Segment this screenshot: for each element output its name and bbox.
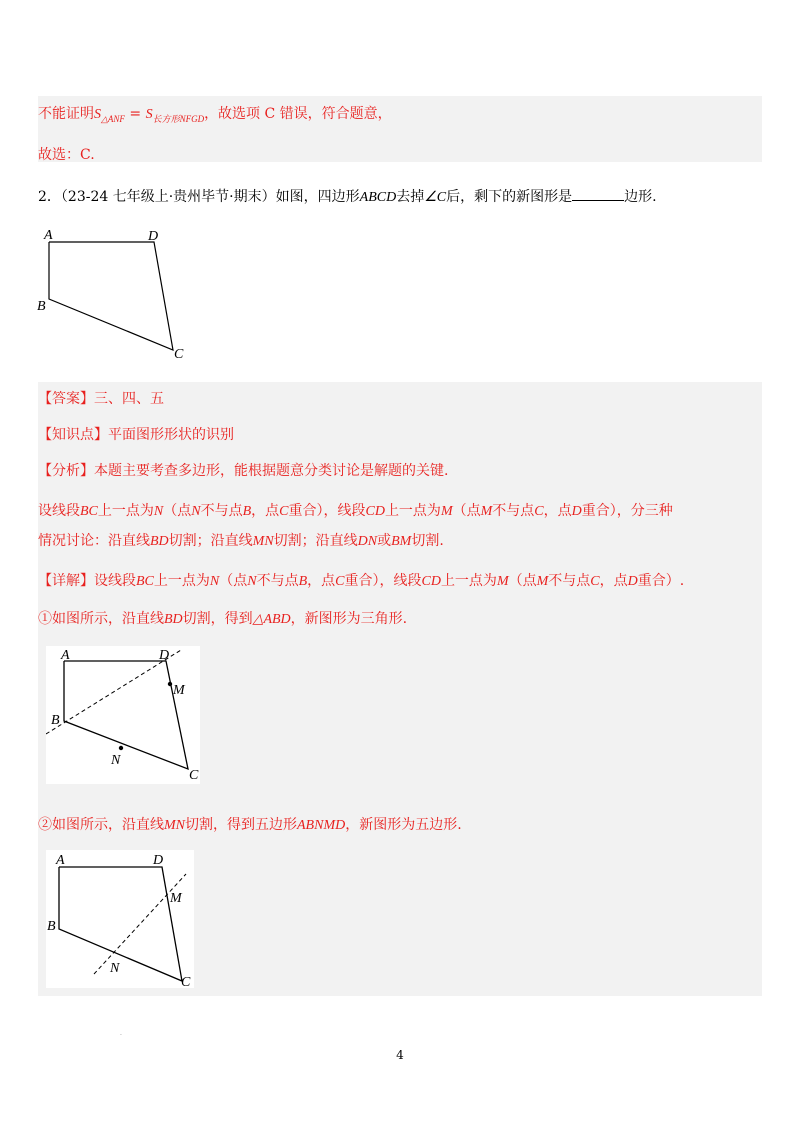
t: 切割，得到五边形 <box>185 817 297 833</box>
t: 重合），线段 <box>344 573 422 589</box>
t: （点 <box>163 503 192 519</box>
tag: 【分析】 <box>38 463 94 479</box>
case2-line <box>38 814 462 834</box>
t: 切割；沿直线 <box>168 533 253 549</box>
text: 后，剩下的新图形是 <box>446 189 573 205</box>
label-A: A <box>61 648 70 663</box>
m: N <box>153 504 164 519</box>
m: CD <box>365 504 385 519</box>
t: （点 <box>219 573 248 589</box>
t: ，点 <box>251 503 280 519</box>
m: DN <box>357 534 378 549</box>
text: 边形. <box>624 189 657 205</box>
math-sub: 长方形NFGD <box>152 113 205 124</box>
m: BC <box>80 504 98 519</box>
label-C: C <box>189 768 199 783</box>
label-D: D <box>148 229 159 244</box>
m: C <box>590 574 600 589</box>
t: （点 <box>508 573 537 589</box>
m: △ABD <box>252 612 291 627</box>
m: B <box>298 574 308 589</box>
t: 上一点为 <box>440 573 497 589</box>
t: 切割；沿直线 <box>273 533 358 549</box>
analysis-line1 <box>38 460 448 480</box>
question-number: 2． <box>38 189 61 205</box>
math: ABCD <box>359 190 397 205</box>
math: ∠C <box>424 190 447 205</box>
t: 重合）. <box>637 573 685 589</box>
label-N: N <box>110 961 120 976</box>
detail-line <box>38 570 684 590</box>
text: 去掉 <box>396 189 425 205</box>
t: 重合），线段 <box>288 503 366 519</box>
m: BD <box>164 612 183 627</box>
label-M: M <box>173 683 185 698</box>
t: 不与点 <box>492 503 535 519</box>
tag: 【知识点】 <box>38 427 108 443</box>
knowledge-line <box>38 424 234 444</box>
m: MN <box>252 534 274 549</box>
text: 不能证明 <box>38 106 94 122</box>
m: N <box>209 574 220 589</box>
math-S: S <box>94 107 101 122</box>
t: ①如图所示，沿直线 <box>38 611 164 627</box>
m: BC <box>136 574 154 589</box>
answer-line <box>38 388 164 408</box>
text: ，故选项 C 错误，符合题意， <box>204 106 392 122</box>
t: 切割，得到 <box>182 611 253 627</box>
analysis-line2 <box>38 500 673 520</box>
m: M <box>440 504 453 519</box>
prev-solution-line1 <box>38 103 392 125</box>
t: 上一点为 <box>97 503 154 519</box>
label-M: M <box>170 891 182 906</box>
m: D <box>627 574 638 589</box>
question-text <box>38 186 657 206</box>
tag: 【答案】 <box>38 391 94 407</box>
analysis-line3 <box>38 530 444 550</box>
m: M <box>536 574 549 589</box>
label-B: B <box>37 299 46 314</box>
m: ABNMD <box>297 818 346 833</box>
t: ，新图形为五边形. <box>345 817 462 833</box>
m: B <box>242 504 252 519</box>
t: 上一点为 <box>384 503 441 519</box>
m: N <box>247 574 257 589</box>
t: 不与点 <box>256 573 299 589</box>
label-D: D <box>159 648 170 663</box>
label-C: C <box>181 975 191 988</box>
t: 切割. <box>411 533 444 549</box>
t: ，点 <box>543 503 572 519</box>
label-C: C <box>174 347 184 362</box>
t: ，点 <box>307 573 336 589</box>
m: BD <box>150 534 169 549</box>
text: 三、四、五 <box>94 391 164 407</box>
question-figure <box>30 220 200 370</box>
m: M <box>496 574 509 589</box>
math-sub: △ANF <box>101 113 125 124</box>
label-B: B <box>51 713 60 728</box>
m: C <box>534 504 544 519</box>
label-A: A <box>44 228 53 243</box>
m: C <box>279 504 289 519</box>
t: 设线段 <box>94 573 136 589</box>
t: 重合），分三种 <box>581 503 673 519</box>
text: （23-24 七年级上·贵州毕节·期末）如图，四边形 <box>60 189 360 205</box>
t: 不与点 <box>548 573 591 589</box>
text: = <box>124 106 146 122</box>
label-B: B <box>47 919 56 934</box>
label-N: N <box>111 753 121 768</box>
math-S: S <box>145 107 153 122</box>
text: 平面图形形状的识别 <box>108 427 234 443</box>
m: D <box>571 504 582 519</box>
t: ，新图形为三角形. <box>290 611 408 627</box>
t: 设线段 <box>38 503 80 519</box>
m: C <box>335 574 345 589</box>
t: 上一点为 <box>153 573 210 589</box>
t: ，点 <box>599 573 628 589</box>
m: M <box>480 504 493 519</box>
m: MN <box>164 818 185 833</box>
label-A: A <box>56 853 65 868</box>
m: BM <box>391 534 412 549</box>
tag: 【详解】 <box>38 573 94 589</box>
case2-figure <box>46 850 194 988</box>
case1-line <box>38 608 407 628</box>
prev-solution-line2: 故选：C. <box>38 147 95 163</box>
t: （点 <box>452 503 481 519</box>
t: 不与点 <box>200 503 243 519</box>
t: ②如图所示，沿直线 <box>38 817 164 833</box>
answer-blank <box>572 190 624 201</box>
case1-figure <box>46 646 200 784</box>
m: CD <box>421 574 441 589</box>
t: 或 <box>377 533 392 549</box>
m: N <box>191 504 201 519</box>
page-number: 4 <box>396 1048 404 1062</box>
text: 本题主要考查多边形，能根据题意分类讨论是解题的关键. <box>94 463 449 479</box>
stray-mark: . <box>120 1030 122 1037</box>
t: 情况讨论：沿直线 <box>38 533 150 549</box>
label-D: D <box>153 853 164 868</box>
